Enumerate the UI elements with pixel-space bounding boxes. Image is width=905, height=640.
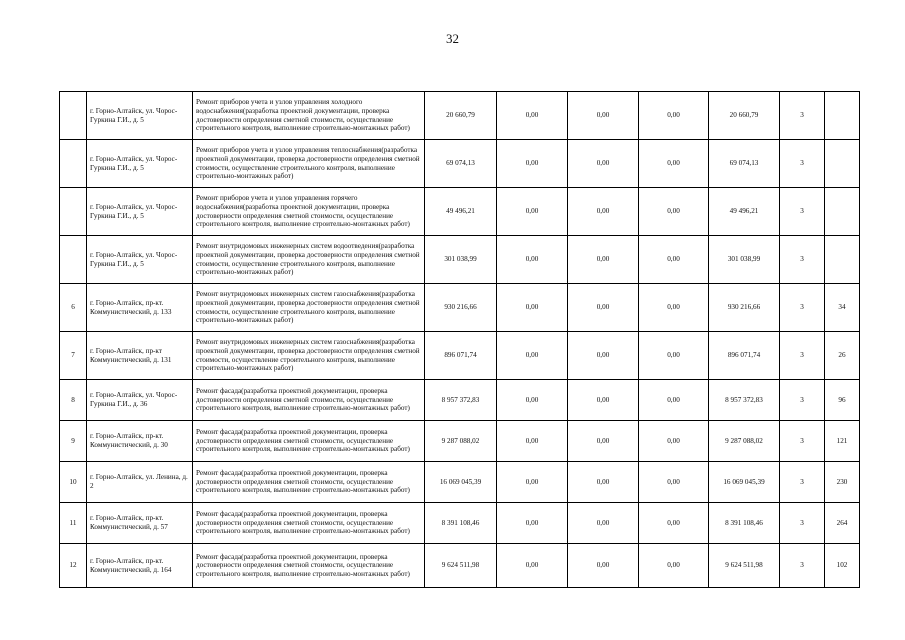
table-row [60, 140, 860, 188]
total-cost-cell: 8 391 108,46 [425, 503, 497, 544]
table-row [60, 544, 860, 588]
value-cell: 3 [780, 188, 825, 236]
work-description-cell: Ремонт фасада(разработка проектной документации, проверка достоверности определения сметной стоимости, осуществление строительного контроля, выполнение строительно-монтажных работ) [193, 462, 425, 503]
value-cell: 0,00 [497, 503, 568, 544]
value-cell: 0,00 [639, 236, 709, 284]
row-number [60, 188, 87, 236]
total-cost-cell: 69 074,13 [425, 140, 497, 188]
row-number: 10 [60, 462, 87, 503]
value-cell: 0,00 [497, 421, 568, 462]
value-cell: 49 496,21 [709, 188, 780, 236]
table-body [60, 92, 860, 588]
row-number: 12 [60, 544, 87, 588]
total-cost-cell: 20 660,79 [425, 92, 497, 140]
value-cell: 34 [825, 284, 860, 332]
value-cell: 0,00 [497, 332, 568, 380]
total-cost-cell: 301 038,99 [425, 236, 497, 284]
value-cell: 0,00 [568, 544, 639, 588]
work-description-cell: Ремонт приборов учета и узлов управления теплоснабжения(разработка проектной документации, проверка достоверности определения сметной стоимости, осуществление строительного контроля, выполнение строительно-монтажных работ) [193, 140, 425, 188]
total-cost-cell: 9 287 088,02 [425, 421, 497, 462]
row-number: 9 [60, 421, 87, 462]
table-row [60, 380, 860, 421]
work-description-cell: Ремонт фасада(разработка проектной документации, проверка достоверности определения сметной стоимости, осуществление строительного контроля, выполнение строительно-монтажных работ) [193, 503, 425, 544]
work-description-cell: Ремонт фасада(разработка проектной документации, проверка достоверности определения сметной стоимости, осуществление строительного контроля, выполнение строительно-монтажных работ) [193, 544, 425, 588]
value-cell: 3 [780, 236, 825, 284]
value-cell: 0,00 [568, 421, 639, 462]
value-cell: 0,00 [497, 462, 568, 503]
value-cell: 264 [825, 503, 860, 544]
value-cell: 3 [780, 92, 825, 140]
total-cost-cell: 930 216,66 [425, 284, 497, 332]
total-cost-cell: 8 957 372,83 [425, 380, 497, 421]
value-cell: 301 038,99 [709, 236, 780, 284]
value-cell [825, 236, 860, 284]
address-cell: г. Горно-Алтайск, ул. Чорос-Гуркина Г.И., д. 5 [87, 140, 193, 188]
value-cell: 0,00 [639, 462, 709, 503]
table-row [60, 332, 860, 380]
row-number [60, 140, 87, 188]
value-cell: 0,00 [568, 92, 639, 140]
value-cell: 0,00 [568, 140, 639, 188]
row-number [60, 92, 87, 140]
value-cell [825, 188, 860, 236]
value-cell: 3 [780, 140, 825, 188]
work-description-cell: Ремонт фасада(разработка проектной документации, проверка достоверности определения сметной стоимости, осуществление строительного контроля, выполнение строительно-монтажных работ) [193, 380, 425, 421]
value-cell: 0,00 [639, 503, 709, 544]
value-cell: 0,00 [568, 462, 639, 503]
total-cost-cell: 896 071,74 [425, 332, 497, 380]
value-cell: 102 [825, 544, 860, 588]
value-cell [825, 140, 860, 188]
value-cell: 0,00 [497, 284, 568, 332]
value-cell: 0,00 [639, 332, 709, 380]
address-cell: г. Горно-Алтайск, пр-кт. Коммунистический, д. 164 [87, 544, 193, 588]
value-cell: 3 [780, 380, 825, 421]
row-number [60, 236, 87, 284]
value-cell: 9 624 511,98 [709, 544, 780, 588]
value-cell: 0,00 [497, 380, 568, 421]
table-row [60, 92, 860, 140]
address-cell: г. Горно-Алтайск, ул. Чорос-Гуркина Г.И., д. 5 [87, 236, 193, 284]
value-cell: 0,00 [639, 421, 709, 462]
value-cell: 0,00 [639, 284, 709, 332]
work-description-cell: Ремонт внутридомовых инженерных систем газоснабжения(разработка проектной документации, проверка достоверности определения сметной стоимости, осуществление строительного контроля, выполнение строительно-монтажных работ) [193, 332, 425, 380]
value-cell: 0,00 [568, 332, 639, 380]
value-cell: 0,00 [568, 236, 639, 284]
value-cell: 3 [780, 503, 825, 544]
value-cell: 0,00 [497, 92, 568, 140]
value-cell: 0,00 [568, 284, 639, 332]
address-cell: г. Горно-Алтайск, ул. Чорос-Гуркина Г.И., д. 5 [87, 92, 193, 140]
value-cell: 0,00 [639, 188, 709, 236]
work-description-cell: Ремонт внутридомовых инженерных систем газоснабжения(разработка проектной документации, проверка достоверности определения сметной стоимости, осуществление строительного контроля, выполнение строительно-монтажных работ) [193, 284, 425, 332]
page-number: 32 [446, 31, 459, 46]
address-cell: г. Горно-Алтайск, ул. Ленина, д. 2 [87, 462, 193, 503]
table-row [60, 284, 860, 332]
work-description-cell: Ремонт внутридомовых инженерных систем водоотведения(разработка проектной документации, проверка достоверности определения сметной стоимости, осуществление строительного контроля, выполнение строительно-монтажных работ) [193, 236, 425, 284]
value-cell: 121 [825, 421, 860, 462]
table-row [60, 503, 860, 544]
table-row [60, 462, 860, 503]
value-cell: 0,00 [568, 380, 639, 421]
value-cell: 0,00 [497, 188, 568, 236]
work-description-cell: Ремонт приборов учета и узлов управления горячего водоснабжения(разработка проектной документации, проверка достоверности определения сметной стоимости, осуществление строительного контроля, выполнение строительно-монтажных работ) [193, 188, 425, 236]
value-cell: 930 216,66 [709, 284, 780, 332]
value-cell: 0,00 [639, 544, 709, 588]
total-cost-cell: 49 496,21 [425, 188, 497, 236]
address-cell: г. Горно-Алтайск, пр-кт Коммунистический, д. 131 [87, 332, 193, 380]
value-cell [825, 92, 860, 140]
value-cell: 230 [825, 462, 860, 503]
value-cell: 3 [780, 462, 825, 503]
address-cell: г. Горно-Алтайск, ул. Чорос-Гуркина Г.И., д. 5 [87, 188, 193, 236]
total-cost-cell: 16 069 045,39 [425, 462, 497, 503]
table-row [60, 188, 860, 236]
row-number: 11 [60, 503, 87, 544]
address-cell: г. Горно-Алтайск, ул. Чорос-Гуркина Г.И., д. 36 [87, 380, 193, 421]
value-cell: 0,00 [639, 380, 709, 421]
value-cell: 16 069 045,39 [709, 462, 780, 503]
value-cell: 0,00 [568, 503, 639, 544]
value-cell: 3 [780, 284, 825, 332]
value-cell: 0,00 [639, 92, 709, 140]
table-row [60, 421, 860, 462]
value-cell: 3 [780, 332, 825, 380]
row-number: 6 [60, 284, 87, 332]
row-number: 7 [60, 332, 87, 380]
value-cell: 0,00 [568, 188, 639, 236]
value-cell: 69 074,13 [709, 140, 780, 188]
value-cell: 896 071,74 [709, 332, 780, 380]
total-cost-cell: 9 624 511,98 [425, 544, 497, 588]
address-cell: г. Горно-Алтайск, пр-кт. Коммунистический, д. 133 [87, 284, 193, 332]
value-cell: 0,00 [497, 236, 568, 284]
value-cell: 8 957 372,83 [709, 380, 780, 421]
value-cell: 0,00 [639, 140, 709, 188]
value-cell: 8 391 108,46 [709, 503, 780, 544]
value-cell: 9 287 088,02 [709, 421, 780, 462]
value-cell: 26 [825, 332, 860, 380]
value-cell: 3 [780, 421, 825, 462]
row-number: 8 [60, 380, 87, 421]
work-schedule-table [59, 91, 860, 588]
value-cell: 96 [825, 380, 860, 421]
value-cell: 20 660,79 [709, 92, 780, 140]
value-cell: 0,00 [497, 544, 568, 588]
address-cell: г. Горно-Алтайск, пр-кт. Коммунистический, д. 57 [87, 503, 193, 544]
table-row [60, 236, 860, 284]
value-cell: 0,00 [497, 140, 568, 188]
work-description-cell: Ремонт фасада(разработка проектной документации, проверка достоверности определения сметной стоимости, осуществление строительного контроля, выполнение строительно-монтажных работ) [193, 421, 425, 462]
address-cell: г. Горно-Алтайск, пр-кт. Коммунистический, д. 30 [87, 421, 193, 462]
work-description-cell: Ремонт приборов учета и узлов управления холодного водоснабжения(разработка проектной документации, проверка достоверности определения сметной стоимости, осуществление строительного контроля, выполнение строительно-монтажных работ) [193, 92, 425, 140]
value-cell: 3 [780, 544, 825, 588]
